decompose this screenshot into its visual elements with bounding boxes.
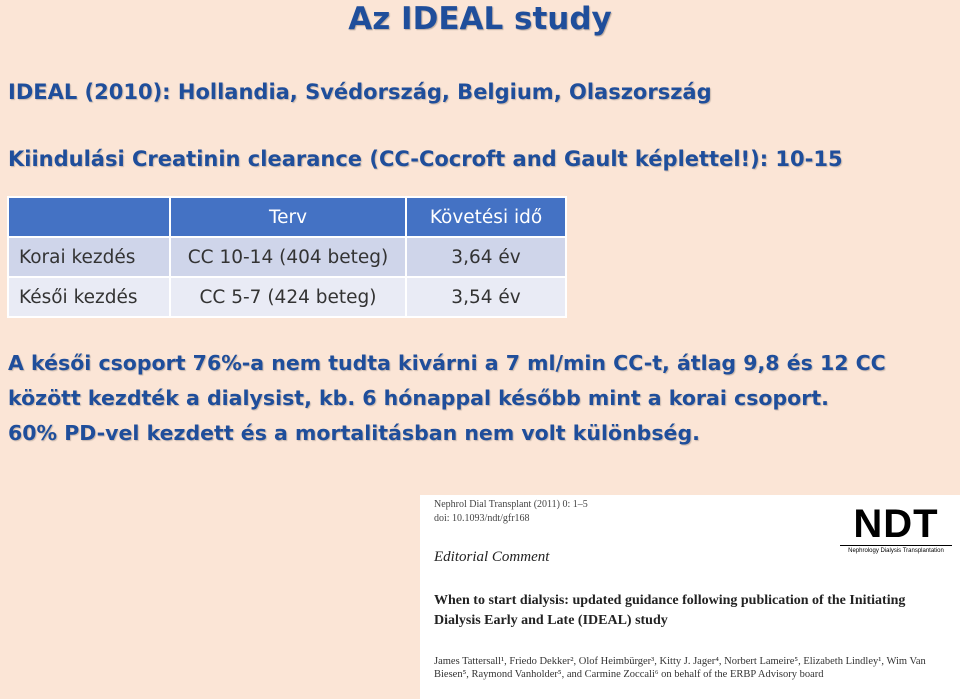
article-journal: Nephrol Dial Transplant (2011) 0: 1–5 [434, 499, 588, 510]
article-doi: doi: 10.1093/ndt/gfr168 [434, 513, 530, 524]
table-header-row [8, 197, 566, 237]
table-cell-plan: CC 5-7 (424 beteg) [170, 277, 406, 317]
logo-text: NDT [853, 502, 939, 546]
table-cell-followup: 3,64 év [406, 237, 566, 277]
baseline-clearance: Kiindulási Creatinin clearance (CC-Cocroft and Gault képlettel!): 10-15 [8, 147, 843, 171]
slide-title: Az IDEAL study [348, 1, 612, 37]
article-title: When to start dialysis: updated guidance following publication of the Initiating Dialysis Early and Late (IDEAL) study [434, 593, 906, 628]
table-row [8, 237, 566, 277]
table-cell-followup: 3,54 év [406, 277, 566, 317]
table-header-empty [8, 197, 170, 237]
summary-line: között kezdték a dialysist, kb. 6 hónappal később mint a korai csoport. [8, 386, 829, 410]
article-clipping [420, 495, 960, 699]
table-header-plan: Terv [170, 197, 406, 237]
article-section: Editorial Comment [434, 549, 550, 565]
summary-paragraph [8, 346, 953, 451]
table-cell-group: Korai kezdés [8, 237, 170, 277]
table-cell-group: Késői kezdés [8, 277, 170, 317]
journal-logo [840, 503, 952, 554]
table-cell-plan: CC 10-14 (404 beteg) [170, 237, 406, 277]
summary-line: 60% PD-vel kezdett és a mortalitásban nem volt különbség. [8, 421, 700, 445]
summary-line: A késői csoport 76%-a nem tudta kivárni a 7 ml/min CC-t, átlag 9,8 és 12 CC [8, 351, 886, 375]
logo-subtitle: Nephrology Dialysis Transplantation [840, 545, 952, 554]
comparison-table [7, 196, 567, 318]
article-authors: James Tattersall¹, Friedo Dekker², Olof Heimbürger³, Kitty J. Jager⁴, Norbert Lameire⁵, Elizabeth Lindley¹, Wim Van Biesen⁵, Raymond Vanholder⁵, and Carmine Zoccali⁶ on behalf of the ERBP Advisory board [434, 656, 926, 680]
table-header-followup: Követési idő [406, 197, 566, 237]
table-row [8, 277, 566, 317]
study-countries: IDEAL (2010): Hollandia, Svédország, Belgium, Olaszország [8, 80, 712, 104]
